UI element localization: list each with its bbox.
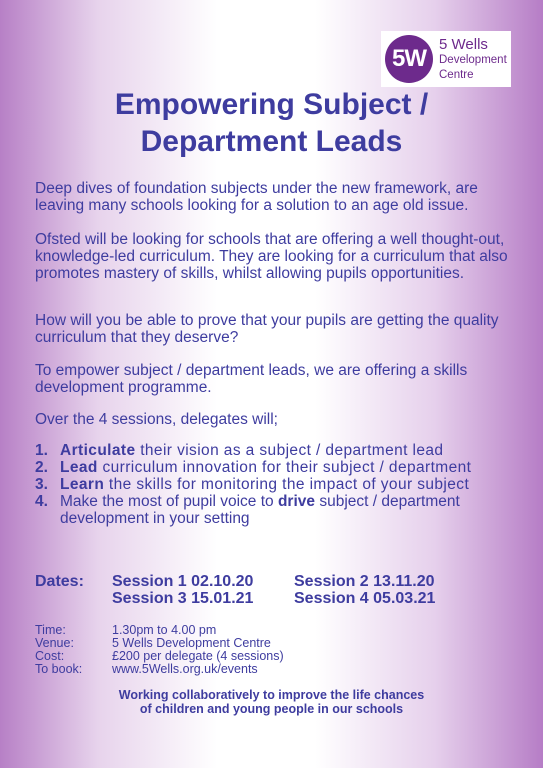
- intro-paragraph: Deep dives of foundation subjects under the new framework, are leaving many schools looking for a solution to an age old issue.: [35, 180, 478, 214]
- list-item: [35, 442, 515, 459]
- list-text: the skills for monitoring the impact of your subject: [104, 476, 470, 493]
- info-row-booking: [35, 663, 284, 676]
- list-keyword: Articulate: [60, 442, 136, 459]
- title-line-1: Empowering Subject /: [114, 88, 429, 121]
- outcomes-list: [35, 442, 515, 527]
- info-key: Cost:: [35, 649, 65, 663]
- list-item: [35, 493, 515, 527]
- logo-mark: 5W: [385, 35, 433, 83]
- info-key: Venue:: [35, 636, 74, 650]
- programme-paragraph: To empower subject / department leads, we are offering a skills development programme.: [35, 362, 468, 396]
- list-text: subject / department development in your setting: [60, 493, 460, 527]
- list-keyword: drive: [277, 493, 316, 510]
- info-value: 5 Wells Development Centre: [112, 636, 271, 650]
- info-key: Time:: [35, 623, 66, 637]
- list-keyword: Lead: [60, 459, 98, 476]
- session-4-date: Session 4 05.03.21: [294, 590, 436, 607]
- booking-link[interactable]: www.5Wells.org.uk/events: [112, 662, 258, 676]
- list-number: 3.: [35, 476, 48, 493]
- list-item: [35, 476, 515, 493]
- logo-line-2: Development: [439, 53, 507, 66]
- event-info: [35, 624, 284, 676]
- question-paragraph: How will you be able to prove that your pupils are getting the quality curriculum that they deserve?: [35, 312, 499, 346]
- logo-text: [439, 36, 507, 83]
- list-number: 4.: [35, 493, 48, 510]
- list-text: their vision as a subject / department lead: [135, 442, 444, 459]
- tagline-line-2: of children and young people in our schools: [139, 702, 404, 716]
- session-1-date: Session 1 02.10.20: [112, 573, 254, 590]
- list-text-pre: Make the most of pupil voice to: [60, 493, 278, 510]
- logo-line-1: 5 Wells: [439, 35, 488, 53]
- info-value: £200 per delegate (4 sessions): [112, 649, 284, 663]
- logo-line-3: Centre: [439, 68, 474, 81]
- info-value: 1.30pm to 4.00 pm: [112, 623, 217, 637]
- list-number: 1.: [35, 442, 48, 459]
- list-keyword: Learn: [60, 476, 105, 493]
- page-title: [0, 86, 543, 160]
- info-key: To book:: [35, 662, 83, 676]
- session-3-date: Session 3 15.01.21: [112, 590, 254, 607]
- list-item: [35, 459, 515, 476]
- title-line-2: Department Leads: [140, 125, 403, 158]
- list-number: 2.: [35, 459, 48, 476]
- tagline-line-1: Working collaboratively to improve the life chances: [118, 688, 425, 702]
- tagline: [0, 688, 543, 716]
- ofsted-paragraph: Ofsted will be looking for schools that are offering a well thought-out, knowledge-led curriculum. They are looking for a curriculum that also promotes mastery of skills, whilst allowing pupils opportunities.: [35, 231, 508, 282]
- sessions-intro: Over the 4 sessions, delegates will;: [35, 411, 278, 428]
- dates-label: Dates:: [35, 573, 84, 590]
- session-2-date: Session 2 13.11.20: [294, 573, 435, 590]
- list-text: curriculum innovation for their subject / department: [97, 459, 472, 476]
- logo: [381, 31, 511, 87]
